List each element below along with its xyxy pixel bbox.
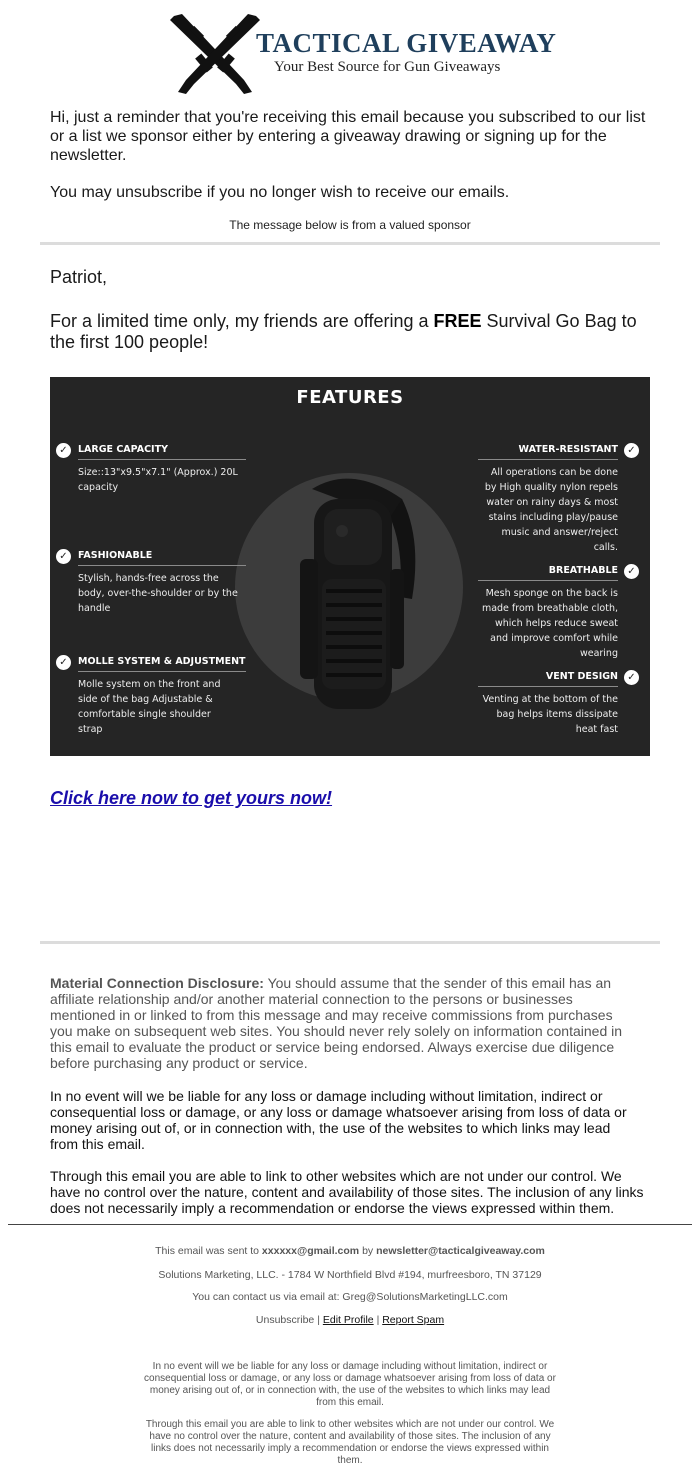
checkmark-circle-icon: ✓ [56, 443, 71, 458]
liability-paragraph: In no event will we be liable for any loss or damage including without limitation, indirect or consequential loss or damage, or any loss or damage whatsoever arising from loss of data or money arising out of, or in connection with, the use of the websites to which links may lead from this email. [50, 1088, 627, 1152]
offer-after: Survival Go Bag to the first 100 people! [50, 311, 637, 352]
external-links-paragraph: Through this email you are able to link to other websites which are not under our control. We have no control over the nature, content and availability of those sites. The inclusion of any links does not necessarily imply a recommendation or endorse the views expressed within them. [50, 1168, 644, 1216]
offer-before: For a limited time only, my friends are offering a [50, 311, 429, 331]
checkmark-circle-icon: ✓ [624, 670, 639, 685]
offer-free: FREE [433, 311, 482, 331]
material-disclosure [50, 975, 625, 1071]
edit-profile-link[interactable]: Edit Profile [322, 1314, 374, 1326]
feature-body: Mesh sponge on the back is made from breathable cloth, which helps reduce sweat and improve comfort while wearing [481, 588, 618, 659]
checkmark-circle-icon: ✓ [624, 443, 639, 458]
checkmark-circle-icon: ✓ [56, 655, 71, 670]
logo-tagline: Your Best Source for Gun Giveaways [274, 59, 501, 75]
feature-water-resistant [478, 443, 618, 555]
disclosure-label: Material Connection Disclosure: [50, 975, 264, 991]
divider [40, 941, 660, 944]
feature-large-capacity [78, 443, 246, 495]
sent-by: by [362, 1245, 374, 1257]
features-image[interactable] [50, 377, 650, 756]
checkmark-circle-icon: ✓ [56, 549, 71, 564]
feature-body: Size::13"x9.5"x7.1" (Approx.) 20L capacity [78, 467, 238, 493]
feature-fashionable [78, 549, 246, 616]
feature-molle [78, 655, 246, 737]
offer-text [50, 311, 660, 353]
disclosure-text: You should assume that the sender of this email has an affiliate relationship and/or another material connection to the persons or businesses mentioned in or linked to from this message and may receive commissions from purchases you make on subsequent web sites. You should never rely solely on information contained in this email to evaluate the product or service being endorsed. Always exercise due diligence before purchasing any product or service. [50, 975, 623, 1071]
divider [40, 242, 660, 245]
feature-heading: WATER-RESISTANT [478, 443, 618, 460]
feature-body: Venting at the bottom of the bag helps items dissipate heat fast [482, 694, 618, 735]
feature-body: Molle system on the front and side of the bag Adjustable & comfortable single shoulder strap [78, 679, 221, 735]
reminder-paragraph: Hi, just a reminder that you're receiving this email because you subscribed to our list or a list we sponsor either by entering a giveaway drawing or signing up for the newsletter. [50, 109, 646, 164]
feature-vent-design [478, 670, 618, 737]
footer-external-links: Through this email you are able to link to other websites which are not under our control. We have no control over the nature, content and availability of those sites. The inclusion of any links does not necessarily imply a recommendation or endorse the views expressed within them. [145, 1419, 555, 1466]
sponsor-note: The message below is from a valued sponsor [229, 218, 471, 232]
unsubscribe-note: You may unsubscribe if you no longer wish to receive our emails. [50, 184, 510, 201]
feature-heading: FASHIONABLE [78, 549, 246, 566]
footer-liability: In no event will we be liable for any loss or damage including without limitation, indirect or consequential loss or damage, or any loss or damage whatsoever arising from loss of data or money arising out of, or in connection with, the use of the websites to which links may lead from this email. [144, 1361, 556, 1408]
feature-heading: MOLLE SYSTEM & ADJUSTMENT [78, 655, 246, 672]
sent-to-line [0, 1245, 700, 1257]
sent-to-prefix: This email was sent to [155, 1245, 259, 1257]
checkmark-circle-icon: ✓ [624, 564, 639, 579]
intro-text [50, 108, 660, 202]
feature-body: Stylish, hands-free across the body, over-the-shoulder or by the handle [78, 573, 238, 614]
backpack-image [272, 469, 432, 729]
logo-title: TACTICAL GIVEAWAY [256, 28, 557, 58]
feature-heading: VENT DESIGN [478, 670, 618, 687]
features-title: FEATURES [296, 387, 404, 408]
claim-offer-link[interactable]: Click here now to get yours now! [50, 788, 333, 808]
sender-email: newsletter@tacticalgiveaway.com [376, 1245, 545, 1257]
contact-line: You can contact us via email at: Greg@SolutionsMarketingLLC.com [192, 1291, 508, 1303]
link-separator: | [317, 1314, 320, 1326]
greeting: Patriot, [50, 267, 108, 287]
footer-divider [8, 1224, 692, 1225]
unsubscribe-link[interactable]: Unsubscribe [255, 1314, 315, 1326]
crossed-rifles-icon [160, 10, 270, 96]
feature-breathable [478, 564, 618, 661]
feature-heading: BREATHABLE [478, 564, 618, 581]
feature-heading: LARGE CAPACITY [78, 443, 246, 460]
link-separator: | [376, 1314, 380, 1326]
recipient-email: xxxxxx@gmail.com [261, 1245, 360, 1257]
company-address: Solutions Marketing, LLC. - 1784 W Northfield Blvd #194, murfreesboro, TN 37129 [158, 1269, 542, 1281]
logo [160, 10, 557, 96]
feature-body: All operations can be done by High quality nylon repels water on rainy days & most stains including play/pause music and answer/reject calls. [484, 467, 618, 553]
footer-links [0, 1314, 700, 1326]
report-spam-link[interactable]: Report Spam [382, 1314, 445, 1326]
